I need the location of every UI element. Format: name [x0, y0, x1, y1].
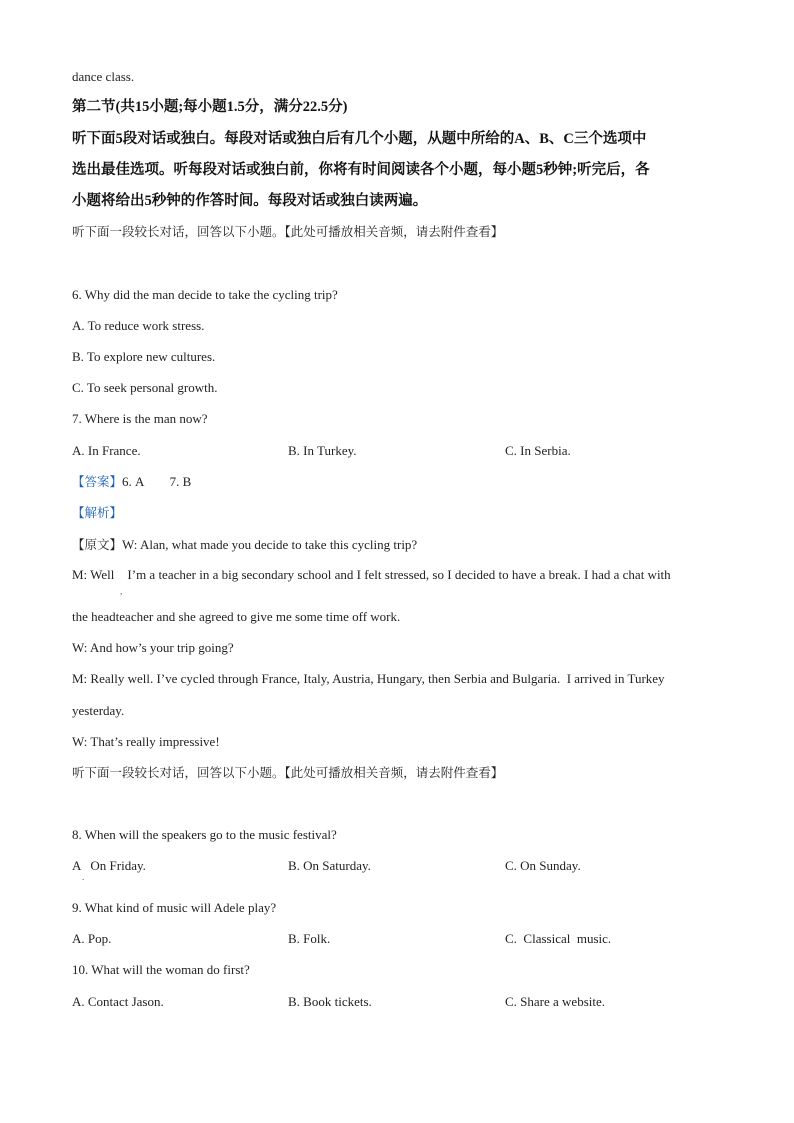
- answer-text: 6. A 7. B: [122, 474, 192, 489]
- section-heading: 第二节(共15小题;每小题1.5分，满分22.5分): [72, 99, 348, 115]
- q6-option-b: B. To explore new cultures.: [72, 349, 216, 364]
- intro-tail-text: dance class.: [72, 69, 135, 84]
- q9-option-c: C. Classical music.: [505, 931, 612, 946]
- q7-option-c: C. In Serbia.: [505, 443, 571, 458]
- q8-option-a: A On Friday.: [72, 858, 146, 873]
- q6-question: 6. Why did the man decide to take the cycling trip?: [72, 287, 338, 302]
- transcript-line-5: M: Really well. I’ve cycled through France, Italy, Austria, Hungary, then Serbia and Bulgaria. I arrived in Turkey: [72, 671, 665, 686]
- q10-option-a: A. Contact Jason.: [72, 994, 164, 1009]
- transcript-line-1: [72, 536, 417, 554]
- q7-question: 7. Where is the man now?: [72, 411, 208, 426]
- transcript-text-1: W: Alan, what made you decide to take this cycling trip?: [122, 537, 418, 552]
- q9-question: 9. What kind of music will Adele play?: [72, 900, 277, 915]
- section-instruction-2: 选出最佳选项。听每段对话或独白前，你将有时间阅读各个小题，每小题5秒钟;听完后，各: [72, 162, 650, 178]
- q10-option-c: C. Share a website.: [505, 994, 606, 1009]
- q8-question: 8. When will the speakers go to the music festival?: [72, 827, 337, 842]
- transcript-line-4: W: And how’s your trip going?: [72, 640, 234, 655]
- dialog2-prompt: 听下面一段较长对话，回答以下小题。【此处可播放相关音频，请去附件查看】: [72, 765, 504, 780]
- punctuation-mark-2: .: [82, 872, 85, 882]
- transcript-label: 【原文】: [72, 537, 123, 552]
- answer-label: 【答案】: [72, 474, 123, 489]
- analysis-label: 【解析】: [72, 505, 123, 520]
- q9-option-a: A. Pop.: [72, 931, 112, 946]
- transcript-line-6: yesterday.: [72, 703, 125, 718]
- q9-option-b: B. Folk.: [288, 931, 331, 946]
- punctuation-mark-1: ,: [120, 586, 123, 596]
- transcript-line-2: M: Well I’m a teacher in a big secondary school and I felt stressed, so I decided to have a break. I had a chat with: [72, 567, 671, 582]
- q10-option-b: B. Book tickets.: [288, 994, 372, 1009]
- q10-question: 10. What will the woman do first?: [72, 962, 250, 977]
- q7-option-b: B. In Turkey.: [288, 443, 357, 458]
- q8-option-c: C. On Sunday.: [505, 858, 581, 873]
- transcript-line-7: W: That’s really impressive!: [72, 734, 220, 749]
- transcript-line-3: the headteacher and she agreed to give me some time off work.: [72, 609, 401, 624]
- q8-option-b: B. On Saturday.: [288, 858, 371, 873]
- q6-option-a: A. To reduce work stress.: [72, 318, 205, 333]
- q6-option-c: C. To seek personal growth.: [72, 380, 218, 395]
- section-instruction-3: 小题将给出5秒钟的作答时间。每段对话或独白读两遍。: [72, 193, 428, 209]
- answer-line: [72, 473, 191, 491]
- q7-option-a: A. In France.: [72, 443, 141, 458]
- dialog1-prompt: 听下面一段较长对话，回答以下小题。【此处可播放相关音频，请去附件查看】: [72, 224, 504, 239]
- section-instruction-1: 听下面5段对话或独白。每段对话或独白后有几个小题，从题中所给的A、B、C三个选项中: [72, 131, 647, 147]
